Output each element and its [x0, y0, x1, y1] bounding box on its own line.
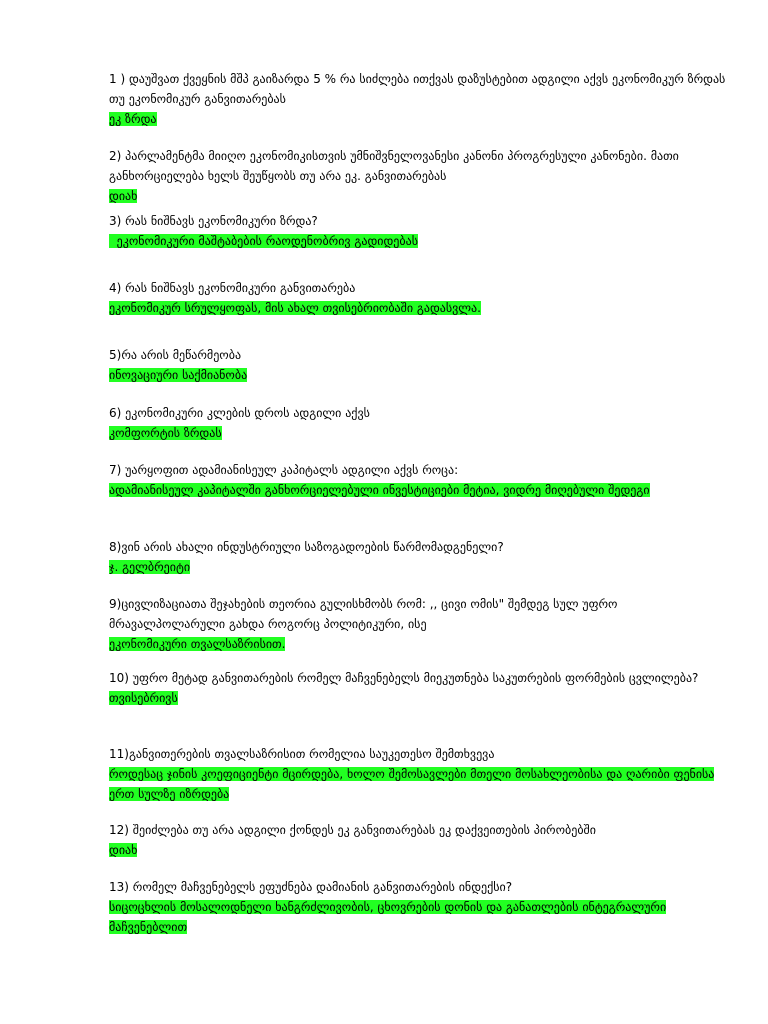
- answer-6: კომფორტის ზრდას: [109, 426, 222, 440]
- question-4: 4) რას ნიშნავს ეკონომიკური განვითარება: [109, 281, 356, 295]
- question-7: 7) უარყოფით ადამიანისეულ კაპიტალს ადგილი აქვს როცა:: [109, 463, 459, 477]
- answer-10: თვისებრივს: [109, 691, 178, 705]
- answer-2: დიახ: [109, 189, 138, 203]
- question-3: 3) რას ნიშნავს ეკონომიკური ზრდა?: [109, 214, 318, 228]
- qa-item-1: [109, 69, 729, 129]
- question-2: 2) პარლამენტმა მიიღო ეკონომიკისთვის უმნიშვნელოვანესი კანონი პროგრესული კანონები. მათი განხორციელება ხელს შეუწყობს თუ არა ეკ. განვითარებას: [109, 149, 679, 183]
- question-11: 11)განვითერების თვალსაზრისით რომელია საუკეთესო შემთხვევა: [109, 747, 495, 761]
- qa-item-2: [109, 146, 729, 206]
- qa-item-12: [109, 820, 729, 860]
- answer-13: სიცოცხლის მოსალოდნელი ხანგრძლივობის, ცხოვრების დონის და განათლების ინტეგრალური მაჩვენებლით: [109, 900, 667, 934]
- answer-11: როდესაც ჯინის კოეფიციენტი მცირდება, ხოლო შემოსავლები მთელი მოსახლეობისა და ღარიბი ფენისა ერთ სულზე იზრდება: [109, 767, 715, 801]
- qa-item-5: [109, 345, 729, 385]
- qa-item-11: [109, 744, 729, 804]
- question-9: 9)ცივლიზაციათა შეჯახების თეორია გულისხმობს რომ: ,, ცივი ომის" შემდეგ სულ უფრო მრავალპოლარული გახდა როგორც პოლიტიკური, ისე: [109, 597, 618, 631]
- answer-12: დიახ: [109, 843, 138, 857]
- question-13: 13) რომელ მაჩვენებელს ეფუძნება დამიანის განვითარების ინდექსი?: [109, 880, 513, 894]
- question-12: 12) შეიძლება თუ არა ადგილი ქონდეს ეკ განვითარებას ეკ დაქვეითების პირობებში: [109, 823, 596, 837]
- qa-item-3: [109, 211, 729, 251]
- answer-1: ეკ ზრდა: [109, 112, 157, 126]
- answer-8: ჯ. გელბრეიტი: [109, 560, 191, 574]
- qa-item-8: [109, 537, 729, 577]
- question-10: 10) უფრო მეტად განვითარების რომელ მაჩვენებელს მიეკუთნება საკუთრების ფორმების ცვლილება?: [109, 671, 699, 685]
- qa-item-7: [109, 460, 729, 500]
- answer-5: ინოვაციური საქმიანობა: [109, 368, 248, 382]
- qa-item-13: [109, 877, 729, 937]
- qa-item-6: [109, 403, 729, 443]
- qa-item-4: [109, 278, 729, 318]
- qa-item-9: [109, 594, 729, 654]
- answer-7: ადამიანისეულ კაპიტალში განხორციელებული ინვესტიციები მეტია, ვიდრე მიღებული შედეგი: [109, 483, 650, 497]
- answer-3: ეკონომიკური მაშტაბების რაოდენობრივ გადიდებას: [109, 234, 418, 248]
- question-1: 1 ) დაუშვათ ქვეყნის მშპ გაიზარდა 5 % რა სიძლება ითქვას დაზუსტებით ადგილი აქვს ეკონომიკურ ზრდას თუ ეკონომიკურ განვითარებას: [109, 72, 726, 106]
- question-6: 6) ეკონომიკური კლების დროს ადგილი აქვს: [109, 406, 370, 420]
- question-5: 5)რა არის მეწარმეობა: [109, 348, 242, 362]
- answer-9: ეკონომიკური თვალსაზრისით.: [109, 637, 286, 651]
- answer-4: ეკონომიკურ სრულყოფას, მის ახალ თვისებრიობაში გადასვლა.: [109, 301, 481, 315]
- qa-item-10: [109, 668, 729, 708]
- question-8: 8)ვინ არის ახალი ინდუსტრიული საზოგადოების წარმომადგენელი?: [109, 540, 504, 554]
